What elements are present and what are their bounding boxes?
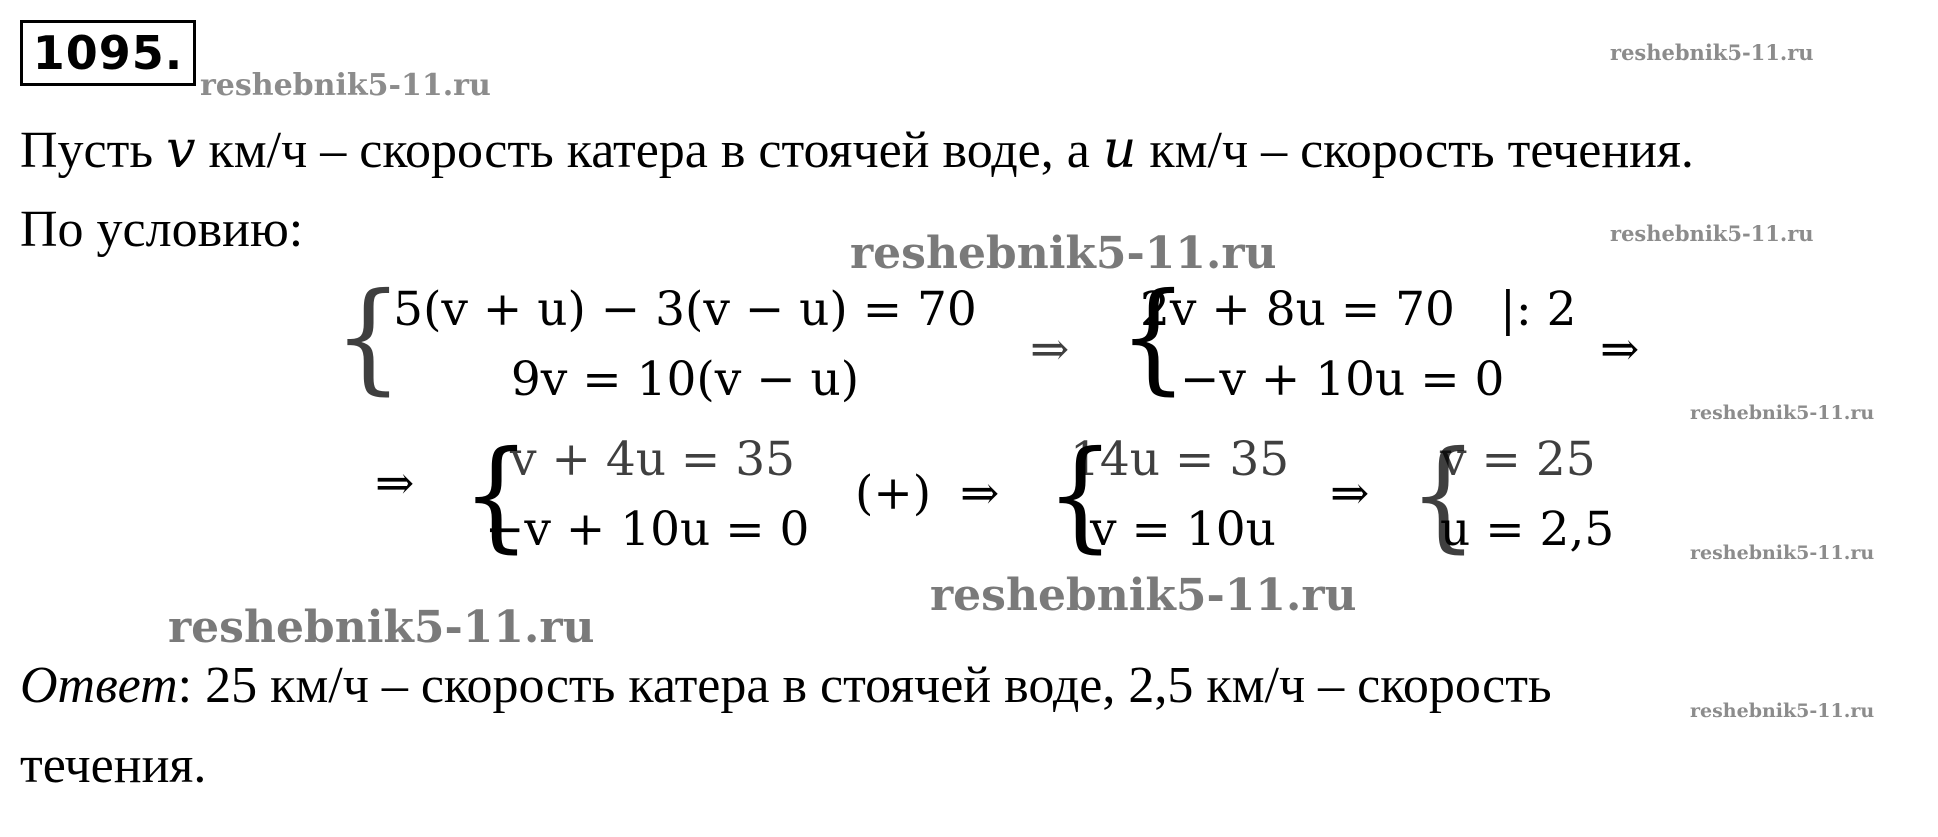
problem-number: 1095.: [20, 20, 196, 86]
system1-brace: {: [333, 268, 403, 407]
answer-line-2: течения.: [20, 737, 207, 794]
system5-brace: {: [1408, 426, 1478, 565]
answer-label: Ответ: [20, 657, 178, 714]
arrow-4: ⇒: [960, 466, 1000, 521]
intro-part2: км/ч – скорость катера в стоячей воде, а: [195, 122, 1103, 179]
var-v: v: [166, 120, 196, 180]
intro-sentence: [20, 120, 1694, 181]
watermark: reshebnik5-11.ru: [200, 68, 491, 103]
system4-brace: {: [1045, 426, 1115, 565]
system1-row2: 9v = 10(v − u): [510, 352, 860, 407]
watermark: reshebnik5-11.ru: [930, 570, 1357, 621]
var-u: u: [1102, 120, 1137, 180]
arrow-5: ⇒: [1330, 466, 1370, 521]
answer-colon: :: [177, 657, 193, 714]
system4-row2: v = 10u: [1090, 502, 1276, 557]
intro-part1: Пусть: [20, 122, 167, 179]
watermark: reshebnik5-11.ru: [1690, 402, 1875, 424]
watermark: reshebnik5-11.ru: [850, 228, 1277, 279]
watermark: reshebnik5-11.ru: [1610, 40, 1814, 65]
arrow-1: ⇒: [1030, 322, 1070, 377]
answer-line-1: [20, 656, 1552, 716]
intro-part3: км/ч – скорость течения.: [1136, 122, 1694, 179]
watermark: reshebnik5-11.ru: [1690, 700, 1875, 722]
system2-row1: 2v + 8u = 70: [1140, 282, 1455, 337]
condition-label: По условию:: [20, 201, 304, 258]
system3-brace: {: [461, 426, 531, 565]
system5-row1: v = 25: [1440, 432, 1596, 487]
system1-row1: 5(v + u) − 3(v − u) = 70: [393, 282, 977, 337]
answer-text-1: 25 км/ч – скорость катера в стоячей воде, 2,5 км/ч – скорость: [192, 657, 1552, 714]
arrow-3: ⇒: [375, 456, 415, 511]
system3-row1: v + 4u = 35: [510, 432, 796, 487]
watermark: reshebnik5-11.ru: [168, 602, 595, 653]
system5-row2: u = 2,5: [1440, 502, 1615, 557]
system3-operation: (+): [855, 466, 932, 521]
system2-divide: |: 2: [1500, 282, 1577, 337]
system4-row1: 14u = 35: [1070, 432, 1290, 487]
arrow-2: ⇒: [1600, 322, 1640, 377]
watermark: reshebnik5-11.ru: [1610, 221, 1814, 246]
watermark: reshebnik5-11.ru: [1690, 542, 1875, 564]
system2-row2: −v + 10u = 0: [1180, 352, 1505, 407]
system2-brace: {: [1118, 268, 1188, 407]
system3-row2: −v + 10u = 0: [485, 502, 810, 557]
